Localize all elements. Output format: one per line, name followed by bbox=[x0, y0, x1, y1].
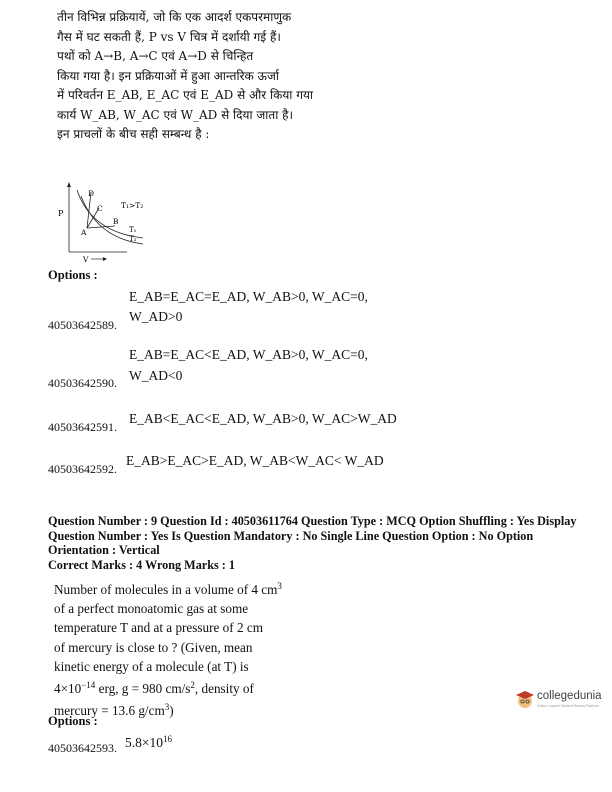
point-b-label: B bbox=[113, 217, 119, 226]
option-text: E_AB<E_AC<E_AD, W_AB>0, W_AC>W_AD bbox=[129, 411, 397, 426]
hindi-line: किया गया है। इन प्रक्रियाओं में हुआ आन्तरिक ऊर्जा bbox=[57, 68, 279, 83]
question-9-text bbox=[54, 577, 299, 720]
logo-tagline: India's Largest Student Review Platform bbox=[537, 704, 600, 708]
options-label-q9: Options : bbox=[48, 714, 98, 728]
option-text-base: 5.8×10 bbox=[125, 735, 163, 750]
q9-text: of mercury is close to ? (Given, mean bbox=[54, 639, 253, 655]
q9-text: kinetic energy of a molecule (at T) is bbox=[54, 658, 249, 674]
point-a-label: A bbox=[81, 228, 87, 237]
option-text bbox=[125, 734, 172, 751]
meta-line: Orientation : Vertical bbox=[48, 543, 160, 557]
question-meta bbox=[48, 514, 588, 572]
temperature-relation: T₁>T₂ bbox=[121, 201, 144, 210]
q9-sup: 2 bbox=[190, 680, 195, 691]
p-axis-arrow bbox=[67, 182, 71, 187]
option-id: 40503642590. bbox=[48, 376, 117, 390]
option-text: E_AB=E_AC<E_AD, W_AB>0, W_AC=0, bbox=[129, 347, 368, 362]
hindi-line: इन प्राचलों के बीच सही सम्बन्ध है : bbox=[57, 127, 210, 141]
q9-text: of a perfect monoatomic gas at some bbox=[54, 601, 249, 617]
q9-sup: −14 bbox=[81, 680, 96, 691]
q9-text: 4×10 bbox=[54, 681, 82, 697]
hindi-question bbox=[57, 8, 314, 145]
meta-line: Question Number : Yes Is Question Mandatory : No Single Line Question Option : No Option bbox=[48, 528, 534, 543]
hindi-line: पथों को A→B, A→C एवं A→D से चिन्हित bbox=[57, 49, 254, 63]
q9-text: temperature T and at a pressure of 2 cm bbox=[54, 620, 263, 636]
hindi-line: तीन विभिन्न प्रक्रियायें, जो कि एक आदर्श एकपरमाणुक bbox=[57, 10, 292, 24]
option-id: 40503642592. bbox=[48, 462, 117, 476]
q9-text: erg, g = 980 cm/s bbox=[95, 681, 191, 697]
logo-brand-text: collegedunia bbox=[537, 690, 602, 702]
hindi-line: में परिवर्तन E_AB, E_AC एवं E_AD से और किया गया bbox=[57, 88, 314, 102]
p-label: P bbox=[58, 209, 64, 218]
q9-sup: 3 bbox=[277, 581, 282, 591]
meta-line: Correct Marks : 4 Wrong Marks : 1 bbox=[48, 557, 235, 572]
option-text-sup: 16 bbox=[163, 734, 172, 744]
option-id: 40503642589. bbox=[48, 318, 117, 332]
option-text: W_AD>0 bbox=[129, 309, 183, 324]
point-d-label: D bbox=[88, 189, 95, 198]
option-text: E_AB=E_AC=E_AD, W_AB>0, W_AC=0, bbox=[129, 289, 368, 304]
q9-text: Number of molecules in a volume of 4 cm bbox=[54, 582, 278, 597]
q9-text: ) bbox=[169, 703, 174, 719]
option-text: W_AD<0 bbox=[129, 368, 183, 383]
pv-diagram bbox=[55, 180, 175, 266]
t2-label: T₂ bbox=[129, 235, 137, 243]
meta-line: Question Number : 9 Question Id : 40503611764 Question Type : MCQ Option Shuffling : Yes Display bbox=[48, 514, 577, 528]
v-arrow-head-icon bbox=[103, 257, 107, 261]
hindi-line: गैस में घट सकती हैं, P vs V चित्र में दर्शायी गई हैं। bbox=[57, 29, 281, 44]
q9-text: mercury = 13.6 g/cm bbox=[54, 703, 165, 719]
option-id: 40503642591. bbox=[48, 420, 117, 434]
option-text: E_AB>E_AC>E_AD, W_AB<W_AC< W_AD bbox=[126, 453, 384, 468]
q9-sup: 3 bbox=[164, 702, 170, 713]
hindi-line: कार्य W_AB, W_AC एवं W_AD से दिया जाता है। bbox=[57, 107, 294, 122]
point-c-label: C bbox=[97, 204, 103, 213]
t1-label: T₁ bbox=[129, 226, 137, 234]
collegedunia-logo bbox=[514, 688, 604, 712]
graduate-icon bbox=[514, 688, 536, 710]
v-label: V bbox=[83, 255, 89, 264]
option-id: 40503642593. bbox=[48, 741, 117, 755]
options-label: Options : bbox=[48, 268, 98, 282]
q9-text: , density of bbox=[194, 681, 254, 697]
